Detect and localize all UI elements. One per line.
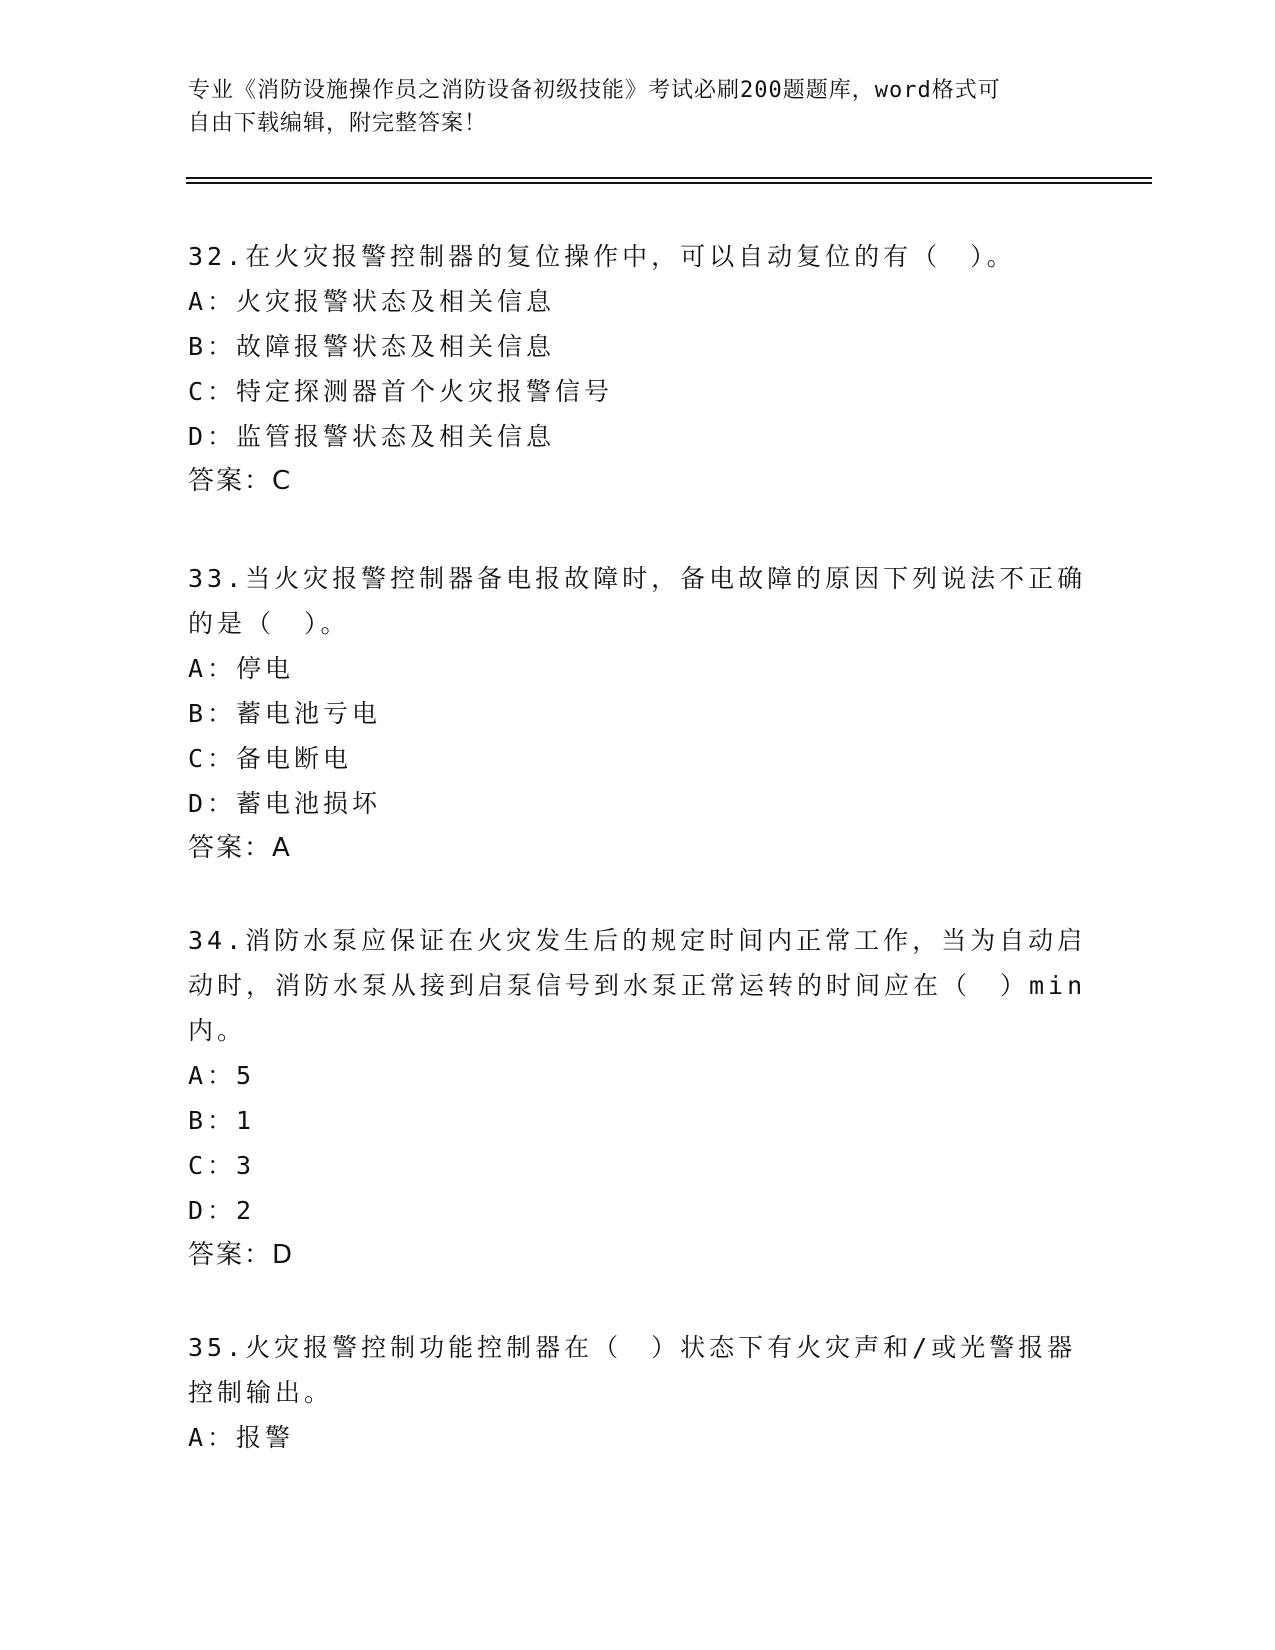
option-b: B：1 xyxy=(188,1106,256,1135)
question-33 xyxy=(188,556,1088,871)
answer-line: 答案：A xyxy=(188,833,292,863)
option-c: C：备电断电 xyxy=(188,744,353,773)
option-a: A：5 xyxy=(188,1061,256,1090)
option-a: A：火灾报警状态及相关信息 xyxy=(188,287,556,316)
header-line-2: 自由下载编辑，附完整答案！ xyxy=(188,111,488,136)
header-divider-bottom xyxy=(186,182,1152,184)
question-stem-line: 35.火灾报警控制功能控制器在（ ）状态下有火灾声和/或光警报器 xyxy=(188,1333,1077,1362)
answer-line: 答案：D xyxy=(188,1240,295,1270)
option-c: C：3 xyxy=(188,1151,256,1180)
option-b: B：故障报警状态及相关信息 xyxy=(188,332,556,361)
question-stem-line: 内。 xyxy=(188,1016,247,1045)
answer-line: 答案：C xyxy=(188,466,293,496)
question-stem-line: 控制输出。 xyxy=(188,1378,334,1407)
question-stem-line: 33.当火灾报警控制器备电报故障时，备电故障的原因下列说法不正确 xyxy=(188,564,1087,593)
question-stem-line: 的是（ ）。 xyxy=(188,609,350,638)
option-a: A：停电 xyxy=(188,654,295,683)
question-stem-line: 动时，消防水泵从接到启泵信号到水泵正常运转的时间应在（ ）min xyxy=(188,971,1087,1000)
question-32 xyxy=(188,234,1088,504)
option-b: B：蓄电池亏电 xyxy=(188,699,382,728)
question-34 xyxy=(188,918,1088,1278)
header-line-1: 专业《消防设施操作员之消防设备初级技能》考试必刷200题题库，word格式可 xyxy=(188,78,1001,103)
document-header xyxy=(188,74,1068,140)
question-stem-line: 32.在火灾报警控制器的复位操作中，可以自动复位的有（ ）。 xyxy=(188,242,1016,271)
option-d: D：监管报警状态及相关信息 xyxy=(188,422,556,451)
question-stem-line: 34.消防水泵应保证在火灾发生后的规定时间内正常工作，当为自动启 xyxy=(188,926,1087,955)
option-c: C：特定探测器首个火灾报警信号 xyxy=(188,377,614,406)
question-35 xyxy=(188,1325,1088,1460)
header-divider-top xyxy=(186,177,1152,179)
option-d: D：2 xyxy=(188,1196,256,1225)
option-d: D：蓄电池损坏 xyxy=(188,789,382,818)
option-a: A：报警 xyxy=(188,1423,295,1452)
